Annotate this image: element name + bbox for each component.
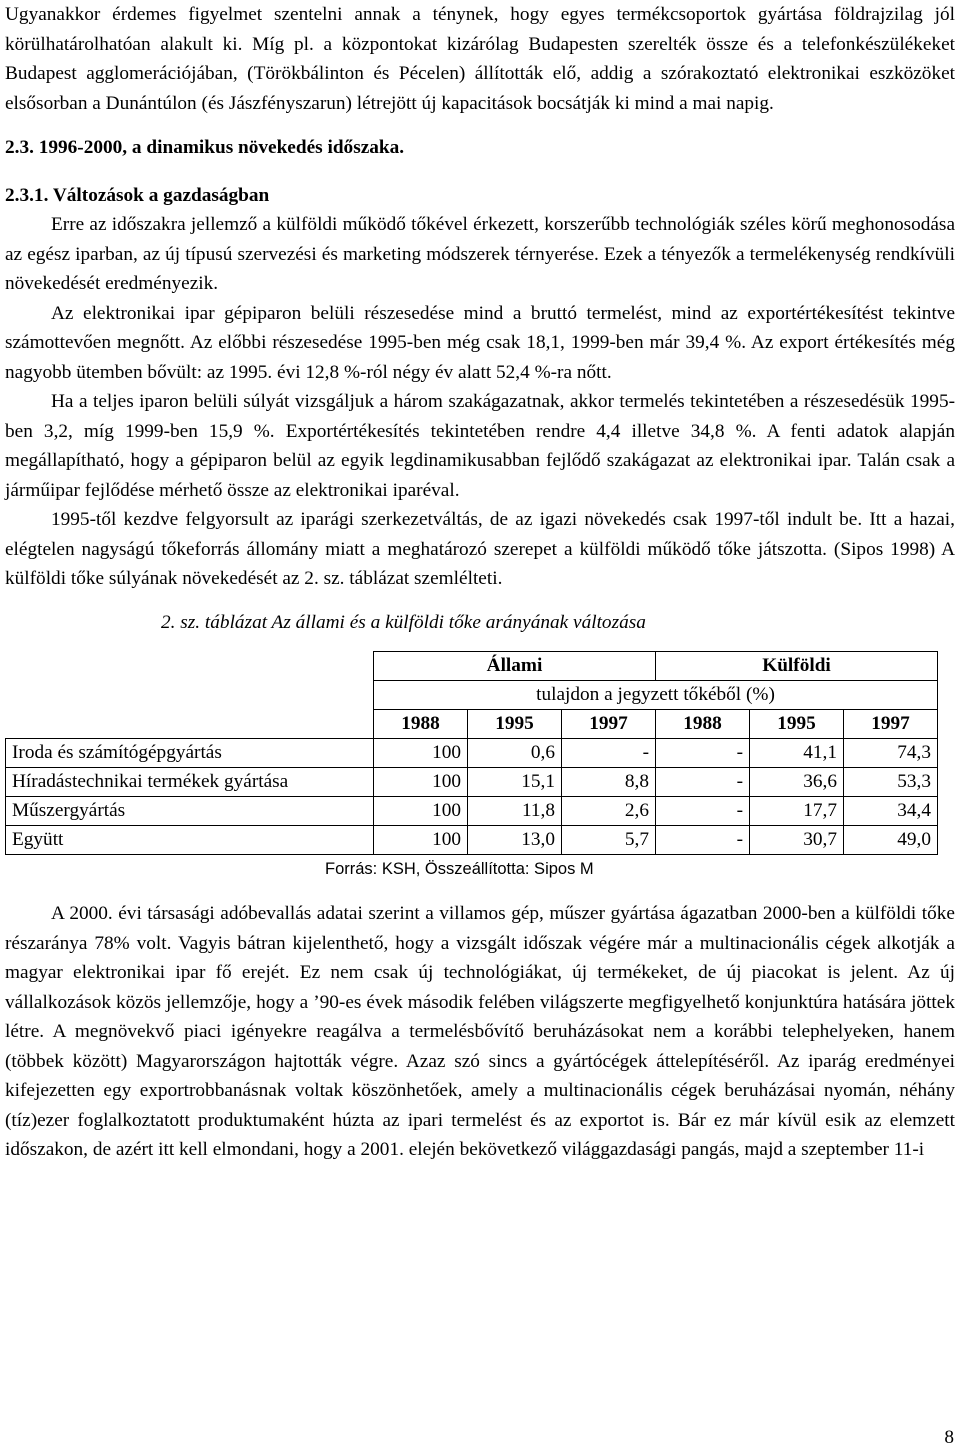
table-row (6, 768, 938, 797)
table-row (6, 826, 938, 855)
table-cell: - (656, 826, 750, 855)
table-cell: 100 (374, 768, 468, 797)
table-cell: 0,6 (468, 739, 562, 768)
table-cell: 34,4 (844, 797, 938, 826)
table-caption: 2. sz. táblázat Az állami és a külföldi tőke arányának változása (161, 611, 646, 633)
paragraph-5: 1995-től kezdve felgyorsult az iparági szerkezetváltás, de az igazi növekedés csak 1997-től indult be. Itt a hazai, elégtelen nagyságú tőkeforrás állomány miatt a meghatározó szerepet a külföldi működő tőke játszotta. (Sipos 1998) A külföldi tőke súlyának növekedését az 2. sz. táblázat szemlélteti. (5, 509, 955, 589)
table-cell: 17,7 (750, 797, 844, 826)
table-cell: 53,3 (844, 768, 938, 797)
year-header: 1997 (844, 710, 938, 739)
table-subheader: tulajdon a jegyzett tőkéből (%) (374, 681, 938, 710)
table-cell: 41,1 (750, 739, 844, 768)
table-cell: - (656, 739, 750, 768)
table-cell: 2,6 (562, 797, 656, 826)
year-header: 1997 (562, 710, 656, 739)
table-cell: 30,7 (750, 826, 844, 855)
table-subheader-row (6, 681, 938, 710)
year-header: 1995 (750, 710, 844, 739)
paragraph-4: Ha a teljes iparon belüli súlyát vizsgáljuk a három szakágazatnak, akkor termelés tekintetében a részesedésük 1995-ben 3,2, míg 1999-ben 15,9 %. Exportértékesítés tekintetében rendre 4,4 illetve 34,8 %. A fenti adatok alapján megállapítható, hogy a gépiparon belül az egyik legdinamikusabban fejlődő szakágazat az elektronikai ipar. Talán csak a járműipar fejlődése mérhető össze az elektronikai iparéval. (5, 391, 955, 501)
group-header-kulfoldi: Külföldi (656, 652, 938, 681)
table-row (6, 739, 938, 768)
table-cell: 74,3 (844, 739, 938, 768)
row-label: Műszergyártás (6, 797, 374, 826)
year-header: 1988 (374, 710, 468, 739)
table-cell: - (656, 797, 750, 826)
table-cell: 100 (374, 826, 468, 855)
page-number: 8 (944, 1427, 954, 1448)
table-cell: 36,6 (750, 768, 844, 797)
table-cell: 100 (374, 797, 468, 826)
table-year-row (6, 710, 938, 739)
paragraph-6: A 2000. évi társasági adóbevallás adatai szerint a villamos gép, műszer gyártása ágazatban 2000-ben a külföldi tőke részaránya 78% volt. Vagyis bátran kijelenthető, hogy a vizsgált időszak végére már a multinacionális cégek alkotják a magyar elektronikai ipar fő erejét. Ez nem csak új technológiákat, új termékeket, de új piacokat is jelent. Az új vállalkozások közös jellemzője, hogy a ’90-es évek második felében világszerte megfigyelhető konjunktúra hatására jöttek létre. A megnövekvő piaci igényekre reagálva a termelésbővítő beruházásokat nem a korábbi telephelyeken, hanem (többek között) Magyarországon hajtották végre. Azaz szó sincs a gyártócégek áttelepítéséről. Az iparág eredményei kifejezetten egy exportrobbanásnak voltak köszönhetőek, amely a multinacionális cégek beruházásai nyomán, néhány (tíz)ezer foglalkoztatott produktumaként húzta az ipari termelést és az exportot is. Bár ez már kívül esik az elemzett időszakon, de azért itt kell elmondani, hogy a 2001. elején bekövetkező világgazdasági pangás, majd a szeptember 11-i (5, 903, 955, 1160)
paragraph-1: Ugyanakkor érdemes figyelmet szentelni annak a ténynek, hogy egyes termékcsoportok gyártása földrajzilag jól körülhatárolhatóan alakult ki. Míg pl. a központokat kizárólag Budapesten szerelték össze és a telefonkészülékeket Budapest agglomerációjában, (Törökbálinton és Pécelen) állították elő, addig a szórakoztató elektronikai eszközöket elsősorban a Dunántúlon (és Jászfényszarun) létrejött új kapacitások bocsátják ki mind a mai napig. (5, 4, 955, 114)
table-cell: 13,0 (468, 826, 562, 855)
table-group-header-row (6, 652, 938, 681)
row-label: Együtt (6, 826, 374, 855)
row-label: Híradástechnikai termékek gyártása (6, 768, 374, 797)
table-cell: 100 (374, 739, 468, 768)
document-page (5, 0, 955, 1165)
subsection-heading: 2.3.1. Változások a gazdaságban (5, 184, 270, 206)
paragraph-3: Az elektronikai ipar gépiparon belüli részesedése mind a bruttó termelést, mind az exportértékesítést tekintve számottevően megnőtt. Az előbbi részesedése 1995-ben még csak 18,1, 1999-ben már 39,4 %. Az export értékesítés még nagyobb ütemben bővült: az 1995. évi 12,8 %-ról négy év alatt 52,4 %-ra nőtt. (5, 302, 955, 383)
year-header: 1988 (656, 710, 750, 739)
table-cell: - (562, 739, 656, 768)
capital-share-table (5, 651, 938, 855)
table-row (6, 797, 938, 826)
table-cell: 8,8 (562, 768, 656, 797)
table-source: Forrás: KSH, Összeállította: Sipos M (325, 860, 594, 878)
table-cell: - (656, 768, 750, 797)
table-cell: 49,0 (844, 826, 938, 855)
table-cell: 15,1 (468, 768, 562, 797)
paragraph-2: Erre az időszakra jellemző a külföldi működő tőkével érkezett, korszerűbb technológiák széles körű meghonosodása az egész iparban, az új típusú szervezési és marketing módszerek térnyerése. Ezek a tényezők a termelékenység rendkívüli növekedését eredményezik. (5, 214, 955, 294)
section-heading: 2.3. 1996-2000, a dinamikus növekedés időszaka. (5, 137, 405, 158)
year-header: 1995 (468, 710, 562, 739)
group-header-allami: Állami (374, 652, 656, 681)
row-label: Iroda és számítógépgyártás (6, 739, 374, 768)
table-cell: 5,7 (562, 826, 656, 855)
table-cell: 11,8 (468, 797, 562, 826)
